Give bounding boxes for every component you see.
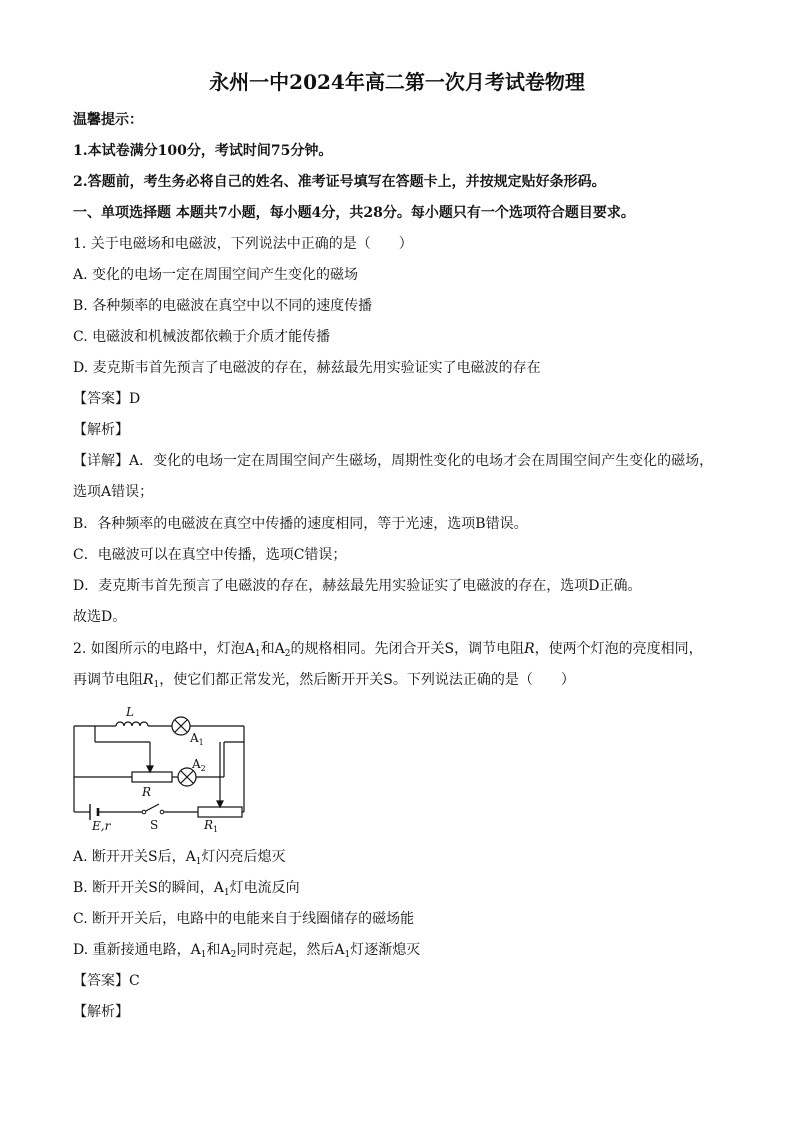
circuit-diagram (66, 702, 256, 832)
inductor-label: L (126, 705, 134, 719)
section-heading: 一、单项选择题 本题共7小题，每小题4分，共28分。每小题只有一个选项符合题目要求。 (73, 205, 635, 221)
page-title: 永州一中2024年高二第一次月考试卷物理 (209, 70, 585, 94)
lamp-a1-icon (172, 717, 190, 735)
lamp-a2-label: $A_2$ (192, 757, 206, 773)
tip-item-1: 1.本试卷满分100分，考试时间75分钟。 (73, 143, 333, 159)
q1-detail-line-5: D．麦克斯韦首先预言了电磁波的存在，赫兹最先用实验证实了电磁波的存在，选项D正确。 (73, 578, 642, 594)
rheostat-r1-icon (198, 801, 242, 817)
q2-option-b: B. 断开开关S的瞬间，$A_1$灯电流反向 (73, 880, 300, 898)
q1-detail-line-2: 选项A错误； (73, 484, 154, 500)
q2-analysis-label: 【解析】 (73, 1004, 129, 1020)
q1-option-b: B. 各种频率的电磁波在真空中以不同的速度传播 (73, 298, 373, 314)
rheostat-r-icon (132, 766, 172, 782)
q2-option-c: C. 断开开关后，电路中的电能来自于线圈储存的磁场能 (73, 911, 415, 927)
battery-icon (90, 804, 98, 820)
switch-icon (142, 810, 164, 814)
inductor-coil (116, 722, 148, 726)
rheostat-r-label: R (142, 785, 152, 799)
q2-stem-line-1: 2. 如图所示的电路中，灯泡$A_1$和$A_2$的规格相同。先闭合开关S，调节电阻R，使两个灯泡的亮度相同， (73, 641, 703, 659)
switch-label: S (150, 818, 159, 832)
q2-stem-line-2: 再调节电阻$R_1$，使它们都正常发光，然后断开开关S。下列说法正确的是（ ） (73, 672, 575, 690)
q1-detail-line-4: C．电磁波可以在真空中传播，选项C错误； (73, 547, 347, 563)
q2-option-d: D. 重新接通电路，$A_1$和$A_2$同时亮起，然后$A_1$灯逐渐熄灭 (73, 942, 421, 960)
q1-analysis-label: 【解析】 (73, 422, 129, 438)
tip-item-2: 2.答题前，考生务必将自己的姓名、准考证号填写在答题卡上，并按规定贴好条形码。 (73, 174, 606, 190)
q1-option-d: D. 麦克斯韦首先预言了电磁波的存在，赫兹最先用实验证实了电磁波的存在 (73, 360, 541, 376)
q1-option-a: A. 变化的电场一定在周围空间产生变化的磁场 (73, 267, 359, 283)
q1-detail-line-6: 故选D。 (73, 609, 127, 625)
q2-option-a: A. 断开开关S后，$A_1$灯闪亮后熄灭 (73, 849, 286, 867)
lamp-a1-label: $A_1$ (190, 731, 204, 747)
q1-answer: 【答案】D (73, 391, 141, 407)
battery-label: E,r (92, 819, 111, 832)
q1-detail-line-1: 【详解】A．变化的电场一定在周围空间产生磁场，周期性变化的电场才会在周围空间产生变化的磁场， (73, 453, 714, 469)
rheostat-r1-label: $R_1$ (204, 818, 219, 832)
q1-detail-line-3: B．各种频率的电磁波在真空中传播的速度相同，等于光速，选项B错误。 (73, 516, 528, 532)
tips-heading: 温馨提示： (73, 112, 143, 128)
q2-answer: 【答案】C (73, 973, 140, 989)
q1-option-c: C. 电磁波和机械波都依赖于介质才能传播 (73, 329, 331, 345)
q1-stem: 1. 关于电磁场和电磁波，下列说法中正确的是（ ） (73, 236, 413, 252)
